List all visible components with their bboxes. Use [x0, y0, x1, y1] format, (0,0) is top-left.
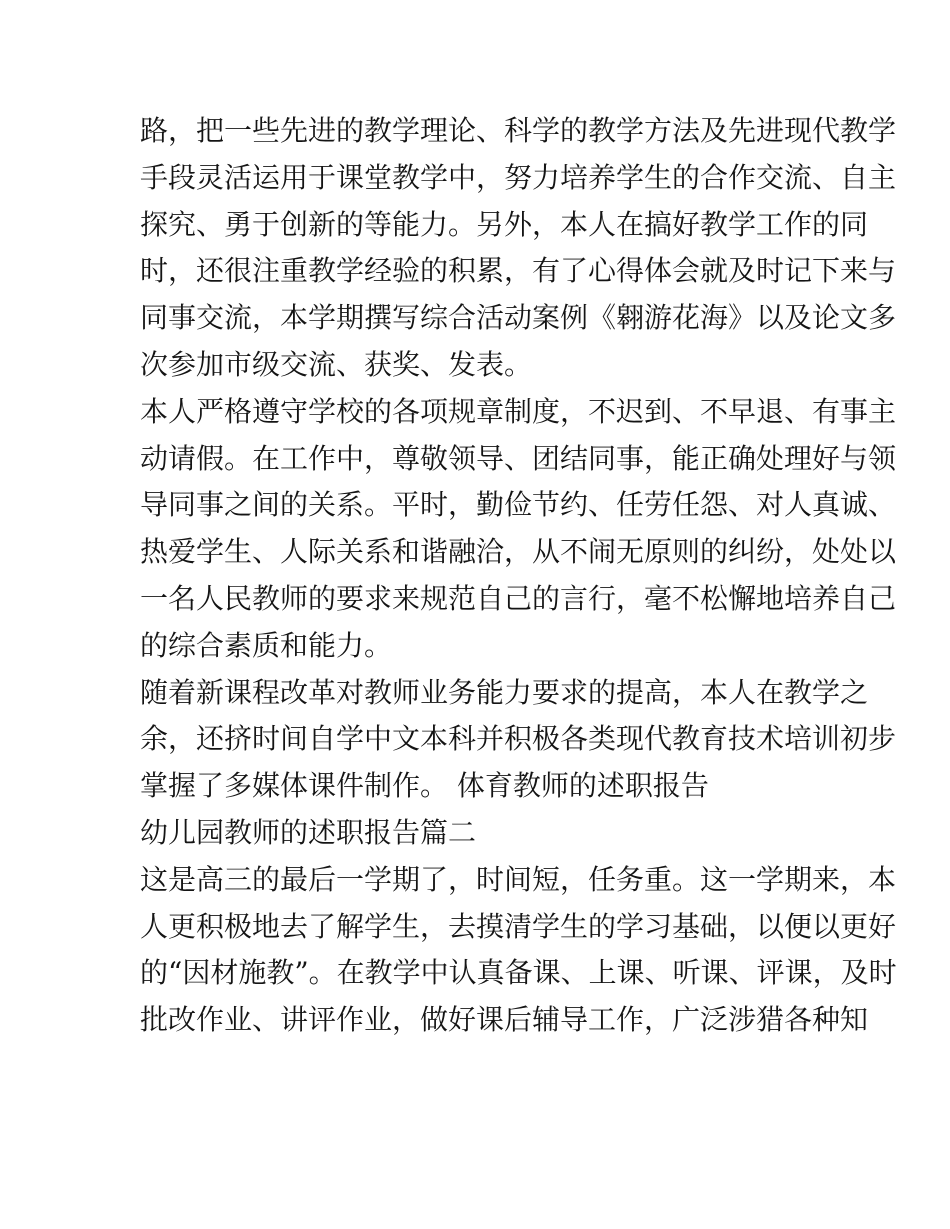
text-line: 热爱学生、人际关系和谐融洽，从不闹无原则的纠纷，处处以 — [140, 535, 897, 569]
text-line: 次参加市级交流、获奖、发表。 — [140, 347, 533, 381]
text-line: 同事交流，本学期撰写综合活动案例《翱游花海》以及论文多 — [140, 301, 897, 335]
text-line: 批改作业、讲评作业，做好课后辅导工作，广泛涉猎各种知 — [140, 1003, 869, 1037]
text-line: 的综合素质和能力。 — [140, 628, 393, 662]
text-line: 余，还挤时间自学中文本科并积极各类现代教育技术培训初步 — [140, 722, 897, 756]
text-line: 手段灵活运用于课堂教学中，努力培养学生的合作交流、自主 — [140, 160, 897, 194]
text-line: 这是高三的最后一学期了，时间短，任务重。这一学期来，本 — [140, 862, 897, 896]
text-line: 路，把一些先进的教学理论、科学的教学方法及先进现代教学 — [140, 114, 897, 147]
text-line: 时，还很注重教学经验的积累，有了心得体会就及时记下来与 — [140, 254, 897, 288]
text-line: 一名人民教师的要求来规范自己的言行，毫不松懈地培养自己 — [140, 581, 897, 615]
section-heading: 幼儿园教师的述职报告篇二 — [140, 815, 477, 849]
text-line: 动请假。在工作中，尊敬领导、团结同事，能正确处理好与领 — [140, 441, 897, 475]
text-line: 探究、勇于创新的等能力。另外，本人在搞好教学工作的同 — [140, 207, 869, 241]
text-line: 随着新课程改革对教师业务能力要求的提高，本人在教学之 — [140, 675, 869, 709]
document-body — [140, 108, 897, 1044]
text-line: 人更积极地去了解学生，去摸清学生的学习基础，以便以更好 — [140, 909, 897, 943]
text-line: 本人严格遵守学校的各项规章制度，不迟到、不早退、有事主 — [140, 394, 897, 428]
text-line: 的“因材施教”。在教学中认真备课、上课、听课、评课，及时 — [140, 956, 897, 990]
text-line: 导同事之间的关系。平时，勤俭节约、任劳任怨、对人真诚、 — [140, 488, 897, 522]
text-line: 掌握了多媒体课件制作。 体育教师的述职报告 — [140, 769, 709, 803]
